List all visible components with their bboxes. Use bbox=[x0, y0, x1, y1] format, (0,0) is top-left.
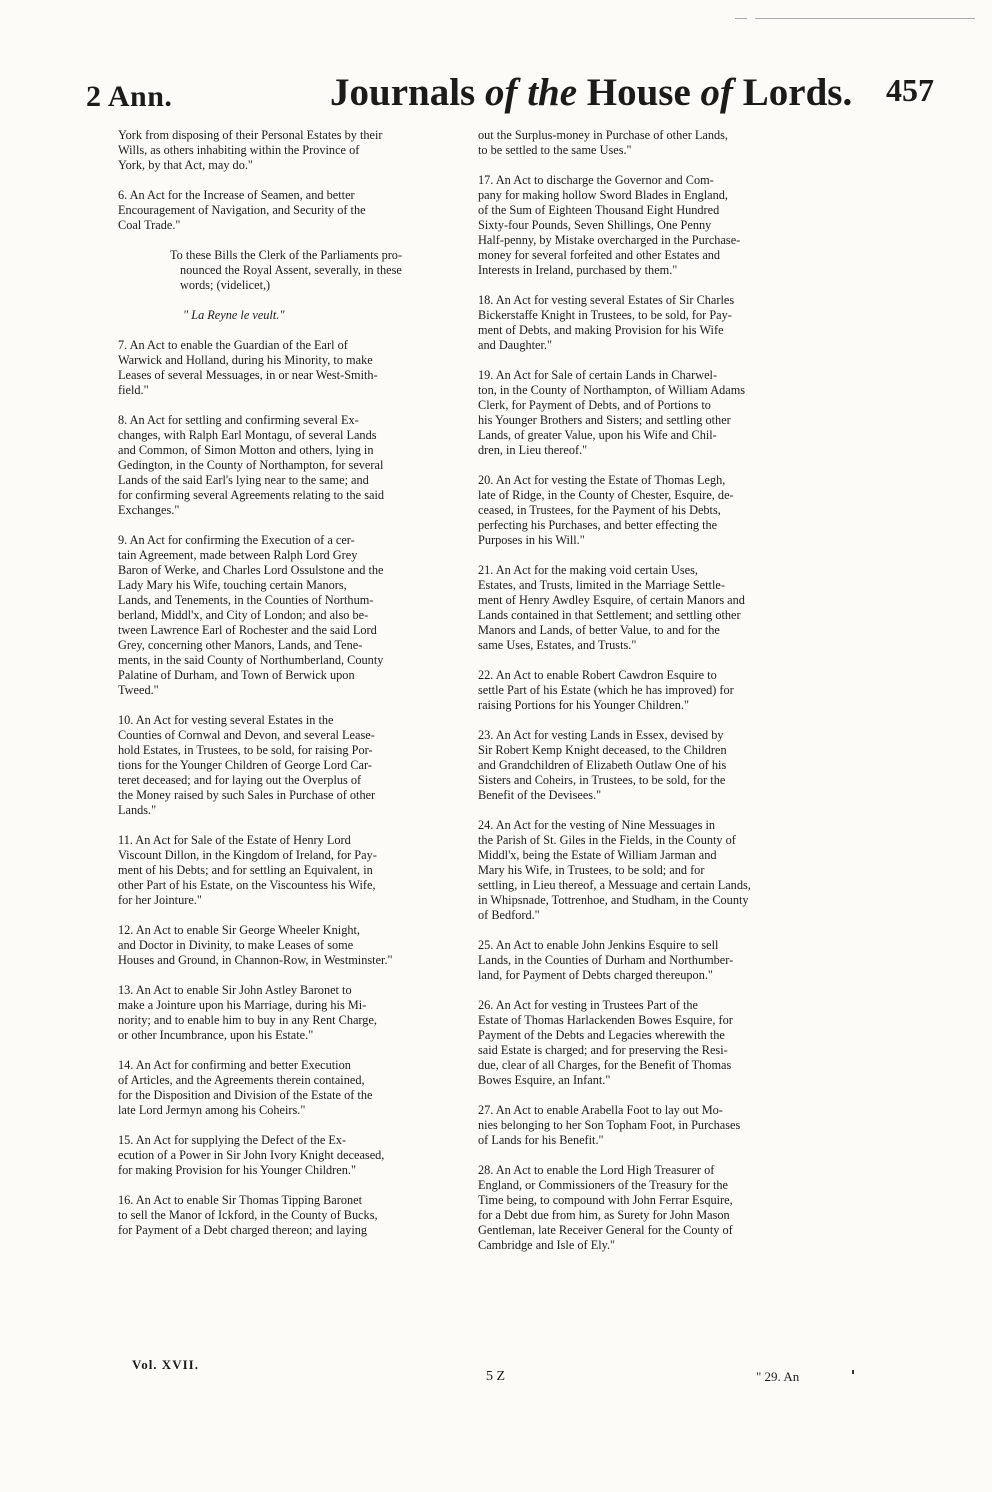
text-line: Wills, as others inhabiting within the Province of bbox=[118, 143, 360, 157]
text-line: 14. An Act for confirming and better Execution bbox=[118, 1058, 351, 1072]
text-line: 13. An Act to enable Sir John Astley Baronet to bbox=[118, 983, 352, 997]
text-line: late Lord Jermyn among his Coheirs." bbox=[118, 1103, 306, 1117]
text-line: Gedington, in the County of Northampton, for several bbox=[118, 458, 384, 472]
text-line: changes, with Ralph Earl Montagu, of several Lands bbox=[118, 428, 377, 442]
text-line: for her Jointure." bbox=[118, 893, 202, 907]
text-line: for confirming several Agreements relating to the said bbox=[118, 488, 385, 502]
text-line: Cambridge and Isle of Ely." bbox=[478, 1238, 616, 1252]
act-paragraph bbox=[118, 983, 473, 1043]
text-line: 25. An Act to enable John Jenkins Esquire to sell bbox=[478, 938, 719, 952]
text-line: 18. An Act for vesting several Estates of Sir Charles bbox=[478, 293, 735, 307]
text-line: to be settled to the same Uses." bbox=[478, 143, 632, 157]
text-line: Tweed." bbox=[118, 683, 159, 697]
text-line: 11. An Act for Sale of the Estate of Henry Lord bbox=[118, 833, 351, 847]
text-line: out the Surplus-money in Purchase of other Lands, bbox=[478, 128, 728, 142]
title-lords: Lords. bbox=[742, 71, 853, 114]
act-paragraph bbox=[478, 368, 834, 458]
text-line: Bickerstaffe Knight in Trustees, to be sold, for Pay- bbox=[478, 308, 732, 322]
text-line: 15. An Act for supplying the Defect of the Ex- bbox=[118, 1133, 347, 1147]
act-paragraph bbox=[478, 668, 834, 713]
text-line: Purposes in his Will." bbox=[478, 533, 585, 547]
text-line: dren, in Lieu thereof." bbox=[478, 443, 588, 457]
text-line: Lady Mary his Wife, touching certain Manors, bbox=[118, 578, 347, 592]
act-paragraph bbox=[118, 1058, 473, 1118]
text-line: Sisters and Coheirs, in Trustees, to be sold, for the bbox=[478, 773, 726, 787]
text-line: 23. An Act for vesting Lands in Essex, devised by bbox=[478, 728, 724, 742]
text-line: 20. An Act for vesting the Estate of Thomas Legh, bbox=[478, 473, 726, 487]
text-line: tween Lawrence Earl of Rochester and the said Lord bbox=[118, 623, 377, 637]
act-paragraph bbox=[118, 188, 473, 233]
text-line: ment of Debts, and making Provision for his Wife bbox=[478, 323, 724, 337]
text-line: of the Sum of Eighteen Thousand Eight Hundred bbox=[478, 203, 720, 217]
text-line: Estate of Thomas Harlackenden Bowes Esquire, for bbox=[478, 1013, 733, 1027]
text-line: land, for Payment of Debts charged thereupon." bbox=[478, 968, 713, 982]
act-paragraph bbox=[478, 998, 834, 1088]
text-line: Bowes Esquire, an Infant." bbox=[478, 1073, 611, 1087]
title-of: of bbox=[700, 71, 734, 114]
text-line: nority; and to enable him to buy in any Rent Charge, bbox=[118, 1013, 377, 1027]
text-line: settle Part of his Estate (which he has improved) for bbox=[478, 683, 734, 697]
text-line: 27. An Act to enable Arabella Foot to lay out Mo- bbox=[478, 1103, 723, 1117]
text-line: Gentleman, late Receiver General for the County of bbox=[478, 1223, 733, 1237]
text-line: Houses and Ground, in Channon-Row, in Westminster." bbox=[118, 953, 393, 967]
text-line: perfecting his Purchases, and better effecting the bbox=[478, 518, 718, 532]
text-line: and Grandchildren of Elizabeth Outlaw One of his bbox=[478, 758, 727, 772]
text-line: " La Reyne le veult." bbox=[183, 308, 285, 322]
right-column bbox=[478, 128, 834, 1268]
text-line: same Uses, Estates, and Trusts." bbox=[478, 638, 637, 652]
text-line: the Parish of St. Giles in the Fields, in the County of bbox=[478, 833, 736, 847]
act-paragraph bbox=[118, 713, 473, 818]
text-line: of Lands for his Benefit." bbox=[478, 1133, 604, 1147]
text-line: 21. An Act for the making void certain Uses, bbox=[478, 563, 698, 577]
title-of-the: of the bbox=[484, 71, 578, 114]
left-column bbox=[118, 128, 473, 1253]
text-line: Coal Trade." bbox=[118, 218, 181, 232]
act-paragraph bbox=[478, 1103, 834, 1148]
act-paragraph bbox=[478, 293, 834, 353]
text-line: Encouragement of Navigation, and Security of the bbox=[118, 203, 366, 217]
text-line: or other Incumbrance, upon his Estate." bbox=[118, 1028, 314, 1042]
act-paragraph bbox=[478, 728, 834, 803]
text-line: nounced the Royal Assent, severally, in these bbox=[180, 263, 402, 277]
text-line: Interests in Ireland, purchased by them." bbox=[478, 263, 678, 277]
text-paragraph bbox=[478, 128, 834, 158]
text-line: 6. An Act for the Increase of Seamen, and better bbox=[118, 188, 355, 202]
text-line: hold Estates, in Trustees, to be sold, for raising Por- bbox=[118, 743, 373, 757]
act-paragraph bbox=[118, 533, 473, 698]
act-paragraph bbox=[478, 818, 834, 923]
text-line: his Younger Brothers and Sisters; and settling other bbox=[478, 413, 731, 427]
text-line: 10. An Act for vesting several Estates in the bbox=[118, 713, 334, 727]
text-line: Manors and Lands, of better Value, to and for the bbox=[478, 623, 720, 637]
act-paragraph bbox=[478, 173, 834, 278]
title-house: House bbox=[586, 71, 691, 114]
text-line: Baron of Werke, and Charles Lord Ossulstone and the bbox=[118, 563, 384, 577]
text-line: words; (videlicet,) bbox=[180, 278, 271, 292]
act-paragraph bbox=[118, 338, 473, 398]
text-line: 28. An Act to enable the Lord High Treasurer of bbox=[478, 1163, 715, 1177]
act-paragraph bbox=[118, 833, 473, 908]
text-line: due, clear of all Charges, for the Benefit of Thomas bbox=[478, 1058, 732, 1072]
signature-mark: 5 Z bbox=[486, 1369, 506, 1384]
act-paragraph bbox=[118, 1133, 473, 1178]
text-line: Lands contained in that Settlement; and settling other bbox=[478, 608, 741, 622]
text-line: Counties of Cornwal and Devon, and several Lease- bbox=[118, 728, 375, 742]
text-line: Palatine of Durham, and Town of Berwick upon bbox=[118, 668, 355, 682]
regnal-year: 2 Ann. bbox=[86, 80, 173, 113]
act-paragraph bbox=[118, 1193, 473, 1238]
text-line: York, by that Act, may do." bbox=[118, 158, 253, 172]
text-line: 22. An Act to enable Robert Cawdron Esquire to bbox=[478, 668, 717, 682]
act-paragraph bbox=[478, 473, 834, 548]
text-line: Clerk, for Payment of Debts, and of Portions to bbox=[478, 398, 711, 412]
text-line: 19. An Act for Sale of certain Lands in Charwel- bbox=[478, 368, 718, 382]
text-line: 9. An Act for confirming the Execution of a cer- bbox=[118, 533, 355, 547]
volume-label: Vol. XVII. bbox=[132, 1357, 199, 1372]
text-line: Mary his Wife, in Trustees, to be sold; and for bbox=[478, 863, 705, 877]
act-paragraph bbox=[118, 923, 473, 968]
text-line: 7. An Act to enable the Guardian of the Earl of bbox=[118, 338, 348, 352]
title-journals: Journals bbox=[330, 71, 476, 114]
text-line: ecution of a Power in Sir John Ivory Knight deceased, bbox=[118, 1148, 385, 1162]
royal-assent-formula bbox=[118, 308, 473, 323]
text-line: money for several forfeited and other Estates and bbox=[478, 248, 721, 262]
text-line: Leases of several Messuages, in or near West-Smith- bbox=[118, 368, 378, 382]
text-line: Grey, concerning other Manors, Lands, and Tene- bbox=[118, 638, 363, 652]
text-line: 8. An Act for settling and confirming several Ex- bbox=[118, 413, 359, 427]
text-line: late of Ridge, in the County of Chester, Esquire, de- bbox=[478, 488, 734, 502]
text-line: Exchanges." bbox=[118, 503, 180, 517]
text-line: ment of his Debts; and for settling an Equivalent, in bbox=[118, 863, 373, 877]
text-line: 24. An Act for the vesting of Nine Messuages in bbox=[478, 818, 716, 832]
text-paragraph bbox=[118, 248, 473, 293]
act-paragraph bbox=[478, 563, 834, 653]
text-line: nies belonging to her Son Topham Foot, in Purchases bbox=[478, 1118, 741, 1132]
text-line: Lands." bbox=[118, 803, 157, 817]
top-rule-short bbox=[735, 18, 747, 19]
text-line: Lands, and Tenements, in the Counties of Northum- bbox=[118, 593, 374, 607]
text-line: of Bedford." bbox=[478, 908, 540, 922]
text-line: 26. An Act for vesting in Trustees Part of the bbox=[478, 998, 698, 1012]
text-line: to sell the Manor of Ickford, in the County of Bucks, bbox=[118, 1208, 378, 1222]
text-line: Half-penny, by Mistake overcharged in the Purchase- bbox=[478, 233, 741, 247]
text-line: ton, in the County of Northampton, of William Adams bbox=[478, 383, 746, 397]
text-line: Viscount Dillon, in the Kingdom of Ireland, for Pay- bbox=[118, 848, 377, 862]
text-line: for the Disposition and Division of the Estate of the bbox=[118, 1088, 373, 1102]
text-line: tions for the Younger Children of George Lord Car- bbox=[118, 758, 372, 772]
text-line: Lands of the said Earl's lying near to the same; and bbox=[118, 473, 369, 487]
text-line: and Daughter." bbox=[478, 338, 552, 352]
text-line: 12. An Act to enable Sir George Wheeler Knight, bbox=[118, 923, 361, 937]
text-line: England, or Commissioners of the Treasury for the bbox=[478, 1178, 729, 1192]
text-line: in Whipsnade, Tottrenhoe, and Studham, in the County bbox=[478, 893, 749, 907]
margin-mark bbox=[852, 1370, 854, 1374]
text-line: for a Debt due from him, as Surety for John Mason bbox=[478, 1208, 730, 1222]
text-paragraph bbox=[118, 128, 473, 173]
text-line: other Part of his Estate, on the Viscountess his Wife, bbox=[118, 878, 376, 892]
text-line: ments, in the said County of Northumberland, County bbox=[118, 653, 384, 667]
text-line: for Payment of a Debt charged thereon; and laying bbox=[118, 1223, 368, 1237]
catchword: " 29. An bbox=[756, 1369, 800, 1384]
text-line: Sir Robert Kemp Knight deceased, to the Children bbox=[478, 743, 727, 757]
text-line: To these Bills the Clerk of the Parliaments pro- bbox=[170, 248, 403, 262]
text-line: raising Portions for his Younger Children." bbox=[478, 698, 689, 712]
text-line: ceased, in Trustees, for the Payment of his Debts, bbox=[478, 503, 721, 517]
page-number: 457 bbox=[886, 72, 934, 108]
text-line: Payment of the Debts and Legacies wherewith the bbox=[478, 1028, 725, 1042]
text-line: said Estate is charged; and for preserving the Resi- bbox=[478, 1043, 728, 1057]
text-line: 16. An Act to enable Sir Thomas Tipping Baronet bbox=[118, 1193, 362, 1207]
text-line: Lands, of greater Value, upon his Wife and Chil- bbox=[478, 428, 717, 442]
text-line: and Doctor in Divinity, to make Leases of some bbox=[118, 938, 354, 952]
act-paragraph bbox=[118, 413, 473, 518]
text-line: berland, Middl'x, and City of London; and also be- bbox=[118, 608, 369, 622]
text-line: for making Provision for his Younger Children." bbox=[118, 1163, 356, 1177]
text-line: make a Jointure upon his Marriage, during his Mi- bbox=[118, 998, 367, 1012]
text-line: York from disposing of their Personal Estates by their bbox=[118, 128, 383, 142]
text-line: and Common, of Simon Motton and others, lying in bbox=[118, 443, 374, 457]
act-paragraph bbox=[478, 938, 834, 983]
text-line: settling, in Lieu thereof, a Messuage and certain Lands, bbox=[478, 878, 751, 892]
text-line: Middl'x, being the Estate of William Jarman and bbox=[478, 848, 717, 862]
top-rule bbox=[755, 18, 975, 21]
text-line: the Money raised by such Sales in Purchase of other bbox=[118, 788, 376, 802]
journal-title bbox=[330, 70, 852, 115]
text-line: field." bbox=[118, 383, 149, 397]
text-line: pany for making hollow Sword Blades in England, bbox=[478, 188, 729, 202]
act-paragraph bbox=[478, 1163, 834, 1253]
text-line: Benefit of the Devisees." bbox=[478, 788, 602, 802]
text-line: Warwick and Holland, during his Minority, to make bbox=[118, 353, 373, 367]
text-line: ment of Henry Awdley Esquire, of certain Manors and bbox=[478, 593, 745, 607]
text-line: Estates, and Trusts, limited in the Marriage Settle- bbox=[478, 578, 725, 592]
text-line: teret deceased; and for laying out the Overplus of bbox=[118, 773, 362, 787]
text-line: Sixty-four Pounds, Seven Shillings, One Penny bbox=[478, 218, 712, 232]
text-line: 17. An Act to discharge the Governor and Com- bbox=[478, 173, 714, 187]
text-line: of Articles, and the Agreements therein contained, bbox=[118, 1073, 365, 1087]
text-line: tain Agreement, made between Ralph Lord Grey bbox=[118, 548, 358, 562]
text-line: Time being, to compound with John Ferrar Esquire, bbox=[478, 1193, 733, 1207]
text-line: Lands, in the Counties of Durham and Northumber- bbox=[478, 953, 734, 967]
